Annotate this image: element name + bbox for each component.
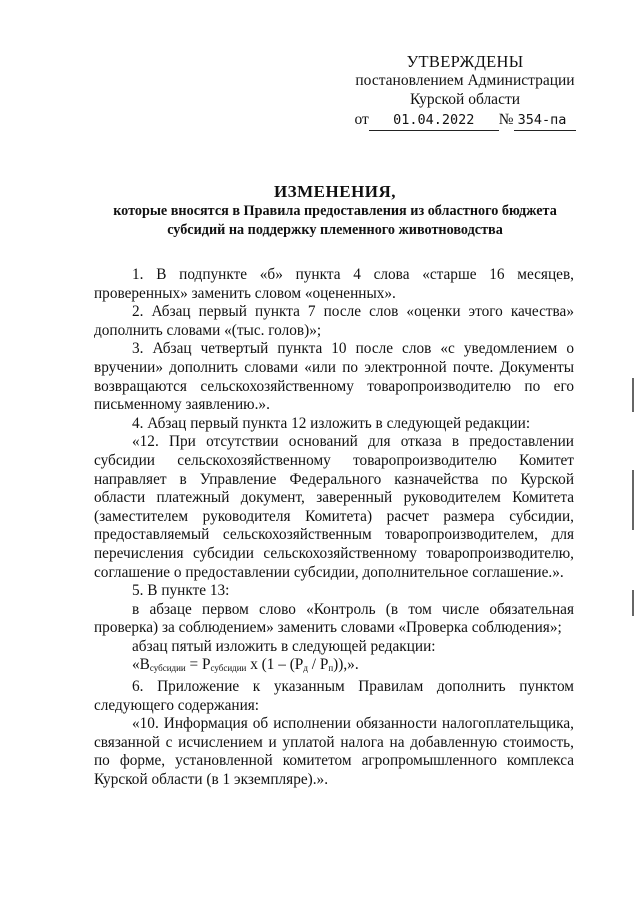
scan-edge-mark bbox=[632, 590, 634, 616]
approval-date: 01.04.2022 bbox=[369, 111, 499, 131]
paragraph-9: 6. Приложение к указанным Правилам дополнить пунктом следующего содержания: bbox=[94, 678, 574, 714]
date-prefix: от bbox=[354, 111, 369, 128]
paragraph-3: 3. Абзац четвертый пункта 10 после слов «с уведомлением о вручении» дополнить словами «или по электронной почте. Документы возвращаются сельскохозяйственному товаропроизводителю по его письменному заявлению.». bbox=[94, 340, 574, 414]
formula-part-a: x (1 – (P bbox=[250, 656, 304, 674]
document-body bbox=[94, 266, 574, 790]
formula-open: «В bbox=[132, 656, 150, 674]
formula-sub-1: субсидии bbox=[149, 663, 186, 674]
heading-subtitle-2: субсидий на поддержку племенного животноводства bbox=[167, 222, 503, 238]
approval-block bbox=[330, 52, 600, 131]
scan-edge-mark bbox=[632, 470, 634, 530]
scan-edge-mark bbox=[632, 378, 634, 412]
approval-number: 354-па bbox=[514, 111, 576, 131]
heading-subtitle-1: которые вносятся в Правила предоставления из областного бюджета bbox=[113, 203, 557, 219]
formula-part-c: )),». bbox=[333, 656, 359, 674]
paragraph-10: «10. Информация об исполнении обязанности налогоплательщика, связанной с исчислением и уплатой налога на добавленную стоимость, по форме, установленной комитетом агропромышленного комплекса Курской области (в 1 экземпляре).». bbox=[94, 715, 574, 789]
paragraph-7: в абзаце первом слово «Контроль (в том числе обязательная проверка) за соблюдением» заменить словами «Проверка соблюдения»; bbox=[94, 600, 574, 637]
approval-title: УТВЕРЖДЕНЫ bbox=[406, 52, 524, 71]
formula bbox=[94, 656, 574, 678]
formula-sub-4: п bbox=[328, 663, 334, 674]
formula-sub-2: субсидии bbox=[210, 663, 247, 674]
approval-date-line bbox=[330, 110, 600, 131]
paragraph-2: 2. Абзац первый пункта 7 после слов «оценки этого качества» дополнить словами «(тыс. голов)»; bbox=[94, 303, 574, 339]
paragraph-8: абзац пятый изложить в следующей редакции: bbox=[132, 637, 436, 655]
paragraph-1: 1. В подпункте «б» пункта 4 слова «старше 16 месяцев, проверенных» заменить словом «оцененных». bbox=[94, 266, 574, 302]
paragraph-5: «12. При отсутствии оснований для отказа в предоставлении субсидии сельскохозяйственному товаропроизводителю Комитет направляет в Управление Федерального казначейства по Курской области платежный документ, заверенный руководителем Комитета (заместителем руководителя Комитета) расчет размера субсидии, предоставляемый сельскохозяйственным товаропроизводителем, для перечисления субсидии сельскохозяйственному товаропроизводителю, соглашение о предоставлении субсидии, дополнительное соглашение.». bbox=[94, 433, 574, 581]
formula-sub-3: д bbox=[303, 663, 308, 674]
paragraph-4: 4. Абзац первый пункта 12 изложить в следующей редакции: bbox=[132, 414, 531, 432]
document-heading bbox=[90, 181, 580, 240]
formula-part-b: / P bbox=[311, 656, 329, 674]
formula-eq: = P bbox=[189, 656, 211, 674]
number-prefix: № bbox=[498, 111, 514, 128]
paragraph-6: 5. В пункте 13: bbox=[132, 582, 230, 600]
approval-line-2: Курской области bbox=[409, 91, 521, 108]
heading-title: ИЗМЕНЕНИЯ, bbox=[273, 182, 397, 201]
approval-line-1: постановлением Администрации bbox=[355, 72, 575, 89]
